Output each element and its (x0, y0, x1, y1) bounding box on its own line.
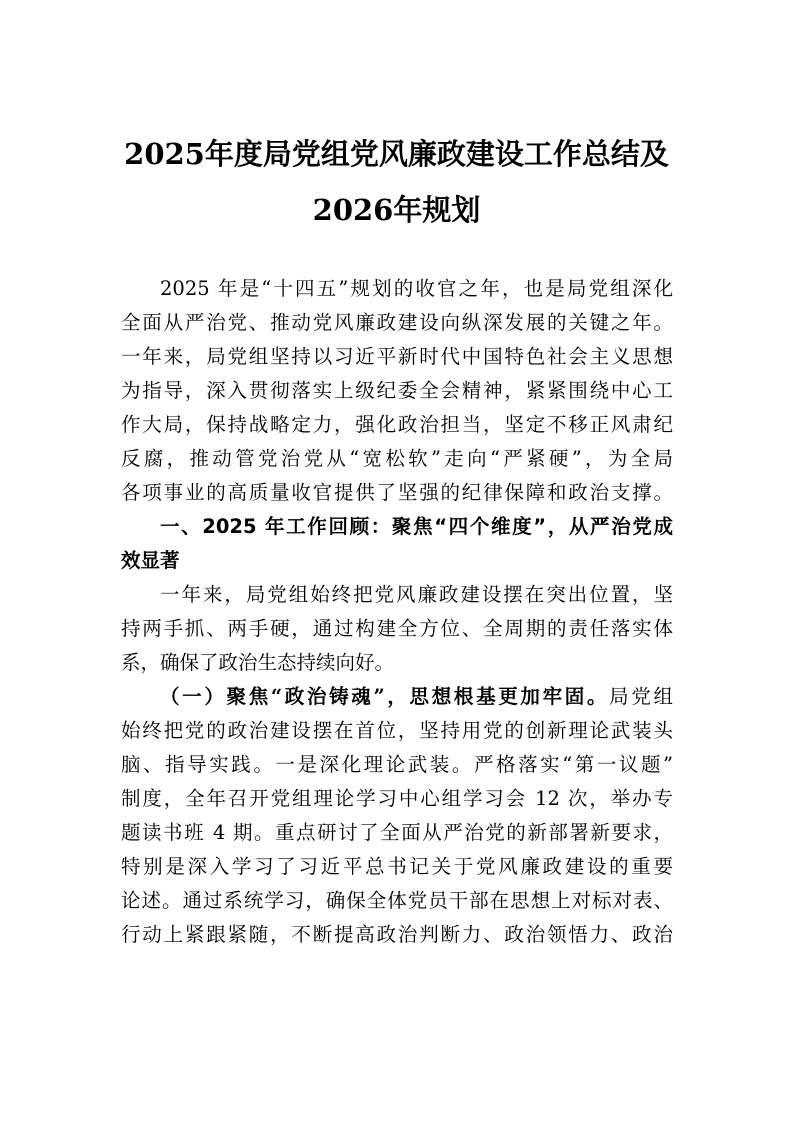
paragraph-line: 系，确保了政治生态持续向好。 (121, 651, 395, 674)
paragraph-line: 行动上紧跟紧随，不断提高政治判断力、政治领悟力、政治 (121, 923, 673, 946)
section-heading-line: 效显著 (121, 549, 180, 572)
paragraph-line: 2025 年是“十四五”规划的收官之年，也是局党组深化 (160, 277, 673, 300)
subsection-heading: （一）聚焦“政治铸魂”，思想根基更加牢固。 (160, 685, 610, 708)
paragraph-line: 题读书班 4 期。重点研讨了全面从严治党的新部署新要求， (121, 821, 673, 844)
paragraph-line: 制度，全年召开党组理论学习中心组学习会 12 次，举办专 (121, 787, 673, 810)
paragraph-line: 始终把党的政治建设摆在首位，坚持用党的创新理论武装头 (121, 719, 673, 742)
document-title-line-2: 2026年规划 (312, 193, 481, 227)
paragraph-line: 各项事业的高质量收官提供了坚强的纪律保障和政治支撑。 (121, 481, 673, 504)
paragraph-text: 局党组 (609, 685, 673, 708)
paragraph-line (160, 680, 673, 714)
section-heading-line: 一、2025 年工作回顾：聚焦“四个维度”，从严治党成 (160, 515, 673, 538)
paragraph-line: 一年来，局党组坚持以习近平新时代中国特色社会主义思想 (121, 345, 673, 368)
paragraph-line: 论述。通过系统学习，确保全体党员干部在思想上对标对表、 (121, 889, 673, 912)
document-title-line-1: 2025年度局党组党风廉政建设工作总结及 (124, 137, 669, 171)
paragraph-line: 一年来，局党组始终把党风廉政建设摆在突出位置，坚 (160, 583, 673, 606)
paragraph-line: 持两手抓、两手硬，通过构建全方位、全周期的责任落实体 (121, 617, 673, 640)
paragraph-line: 反腐，推动管党治党从“宽松软”走向“严紧硬”，为全局 (121, 447, 673, 470)
paragraph-line: 脑、指导实践。一是深化理论武装。严格落实“第一议题” (121, 753, 673, 776)
paragraph-line: 作大局，保持战略定力，强化政治担当，坚定不移正风肃纪 (121, 413, 673, 436)
paragraph-line: 全面从严治党、推动党风廉政建设向纵深发展的关键之年。 (121, 311, 673, 334)
paragraph-line: 特别是深入学习了习近平总书记关于党风廉政建设的重要 (121, 855, 673, 878)
paragraph-line: 为指导，深入贯彻落实上级纪委全会精神，紧紧围绕中心工 (121, 379, 673, 402)
